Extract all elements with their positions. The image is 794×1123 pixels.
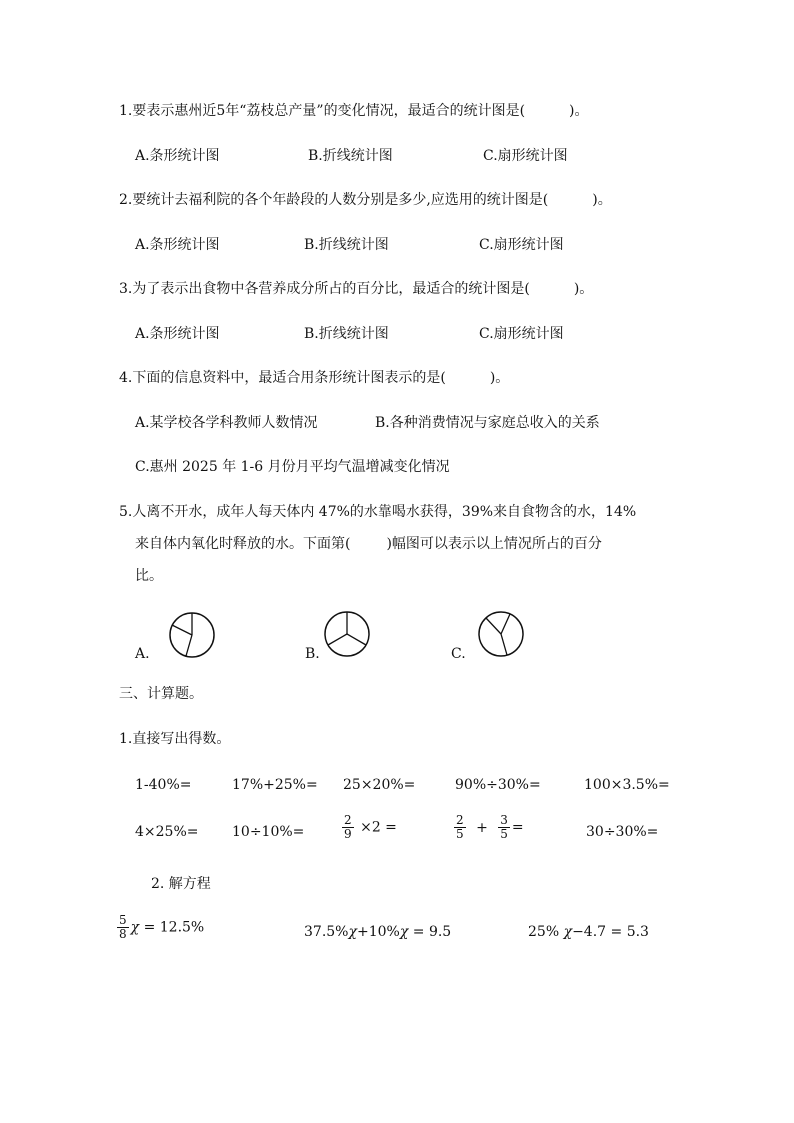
q4-stem-end: )。 xyxy=(489,370,510,386)
question-4-stem xyxy=(119,370,509,387)
variable-chi: χ xyxy=(130,919,140,936)
fraction-3-5 xyxy=(498,814,510,841)
fraction-2-9 xyxy=(342,814,354,841)
question-1-stem xyxy=(119,103,589,120)
fraction-numerator: 3 xyxy=(500,813,508,827)
calc-1-2: 17%+25%= xyxy=(232,777,318,793)
q2-stem-end: )。 xyxy=(592,192,612,208)
fraction-numerator: 2 xyxy=(456,813,464,827)
equation-3-term: 25% xyxy=(528,924,560,940)
calc-1-3: 25×20%= xyxy=(343,777,416,793)
q4-option-c: C.惠州 2025 年 1-6 月份月平均气温增减变化情况 xyxy=(135,459,450,475)
equation-3-rest: −4.7 = 5.3 xyxy=(572,924,649,940)
variable-chi: χ xyxy=(563,924,573,940)
pie-option-b xyxy=(322,609,372,659)
q5-option-a-label: A. xyxy=(135,646,150,662)
plus-sign: + xyxy=(476,819,488,836)
q2-stem-text: 2.要统计去福利院的各个年龄段的人数分别是多少,应选用的统计图是( xyxy=(119,192,549,208)
calc-1-4: 90%÷30%= xyxy=(455,777,541,793)
q5-line-2 xyxy=(135,536,602,553)
q4-stem-text: 4.下面的信息资料中，最适合用条形统计图表示的是( xyxy=(119,370,446,386)
q1-stem-end: )。 xyxy=(569,103,589,119)
equation-1 xyxy=(115,914,204,941)
equation-1-rest: = 12.5% xyxy=(143,919,205,936)
q1-option-c: C.扇形统计图 xyxy=(483,148,568,164)
equals-sign: = xyxy=(511,819,524,836)
q3-option-a: A.条形统计图 xyxy=(135,326,220,342)
fraction-5-8 xyxy=(117,914,129,941)
equation-2-mid: +10% xyxy=(356,924,400,940)
q5-line-2-end: )幅图可以表示以上情况所占的百分 xyxy=(386,536,602,552)
fraction-denominator: 8 xyxy=(119,927,127,942)
q2-option-b: B.折线统计图 xyxy=(304,237,389,253)
q3-option-b: B.折线统计图 xyxy=(304,326,389,342)
q5-line-3: 比。 xyxy=(135,568,163,584)
q1-option-b: B.折线统计图 xyxy=(308,148,393,164)
calc-2-4 xyxy=(452,814,524,841)
pie-option-c xyxy=(476,609,526,659)
calc-2-5: 30÷30%= xyxy=(586,824,659,840)
fraction-denominator: 9 xyxy=(344,827,352,842)
variable-chi: χ xyxy=(399,924,409,940)
section-3-title: 三、计算题。 xyxy=(119,686,203,702)
fraction-numerator: 5 xyxy=(119,913,127,927)
variable-chi: χ xyxy=(348,924,357,940)
calc-2-2: 10÷10%= xyxy=(232,824,305,840)
fraction-denominator: 5 xyxy=(500,827,508,842)
fraction-2-5 xyxy=(454,814,466,841)
q1-stem-text: 1.要表示惠州近5年“荔枝总产量”的变化情况，最适合的统计图是( xyxy=(119,103,526,119)
q3-stem-text: 3.为了表示出食物中各营养成分所占的百分比，最适合的统计图是( xyxy=(119,281,530,297)
equation-2 xyxy=(304,924,451,941)
q4-option-b: B.各种消费情况与家庭总收入的关系 xyxy=(375,415,600,431)
equation-2-term: 37.5% xyxy=(304,924,349,940)
q2-option-c: C.扇形统计图 xyxy=(479,237,564,253)
equation-3 xyxy=(528,924,649,941)
calc-1-5: 100×3.5%= xyxy=(584,777,670,793)
question-3-stem xyxy=(119,281,593,298)
q2-option-a: A.条形统计图 xyxy=(135,237,220,253)
q3-stem-end: )。 xyxy=(573,281,594,297)
q5-option-b-label: B. xyxy=(305,646,320,662)
q5-line-1: 5.人离不开水，成年人每天体内 47%的水靠喝水获得，39%来自食物含的水，14% xyxy=(119,504,637,520)
calc-2-1: 4×25%= xyxy=(135,824,199,840)
q4-option-a: A.某学校各学科教师人数情况 xyxy=(135,415,318,431)
calc-1-1: 1-40%= xyxy=(135,777,192,793)
question-2-stem xyxy=(119,192,612,209)
calc-2-3 xyxy=(340,814,397,841)
fraction-denominator: 5 xyxy=(456,827,464,842)
q3-option-c: C.扇形统计图 xyxy=(479,326,564,342)
pie-option-a xyxy=(167,610,217,660)
calc-2-3-rest: ×2 = xyxy=(360,819,397,836)
fraction-numerator: 2 xyxy=(344,813,352,827)
q5-option-c-label: C. xyxy=(451,646,466,662)
equation-2-rest: = 9.5 xyxy=(412,924,452,940)
q5-line-2-text: 来自体内氧化时释放的水。下面第( xyxy=(135,536,351,552)
sub-question-2-title: 2. 解方程 xyxy=(151,876,211,892)
sub-question-1-title: 1.直接写出得数。 xyxy=(119,731,231,747)
q1-option-a: A.条形统计图 xyxy=(135,148,220,164)
